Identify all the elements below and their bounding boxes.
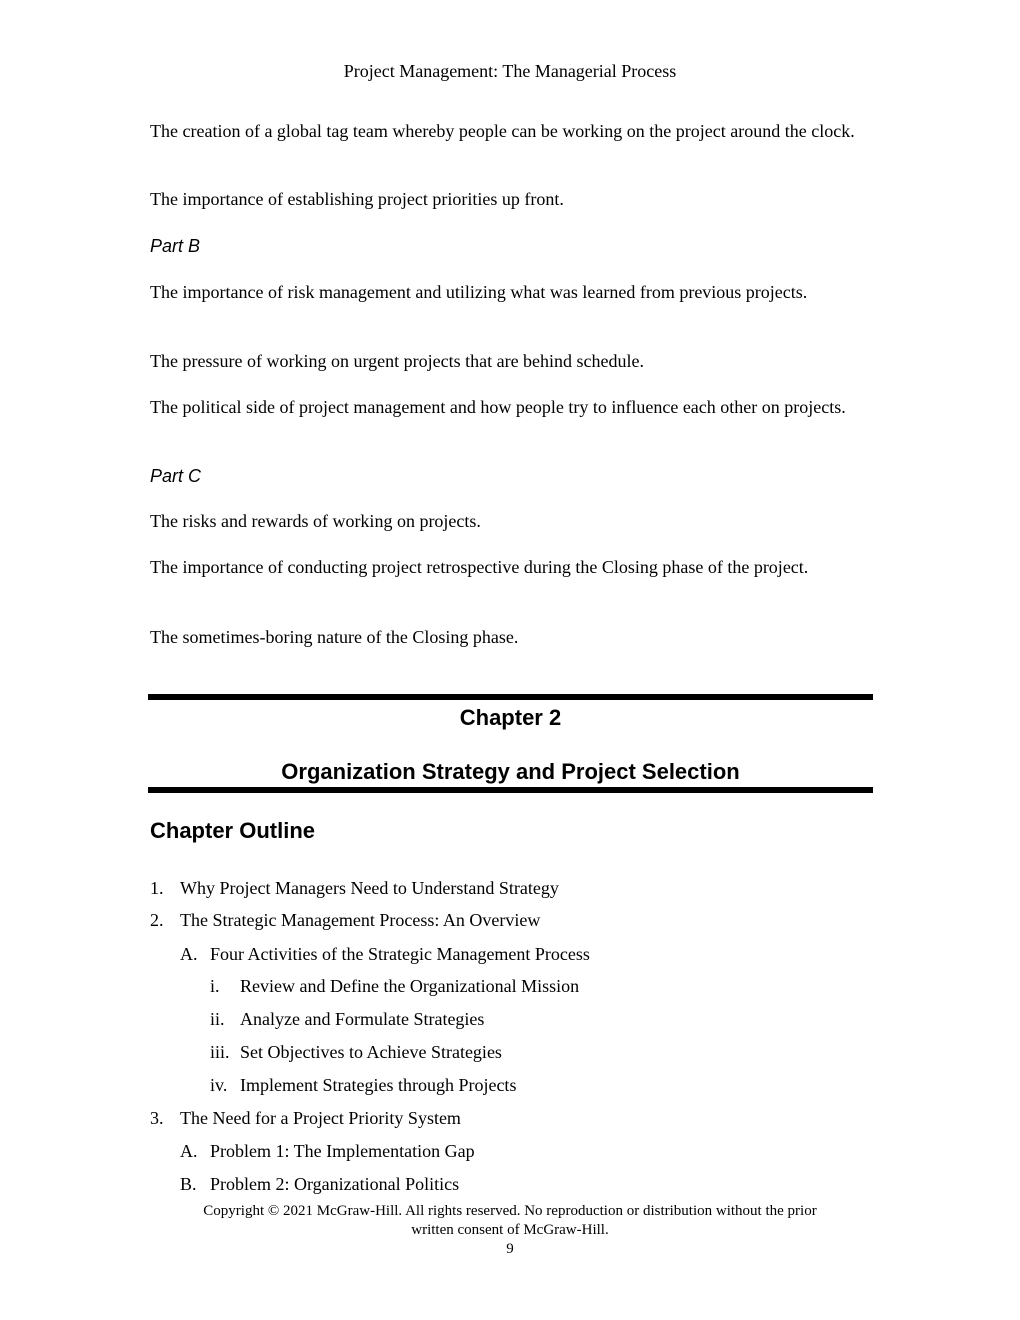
outline-item-number: 1. [150,878,164,898]
outline-item [150,1107,461,1129]
outline-item [150,909,540,931]
outline-item-number: iv. [210,1075,228,1095]
outline-item [150,877,559,899]
paragraph-closing-phase: The sometimes-boring nature of the Closing phase. [150,627,519,647]
outline-item-number: B. [180,1174,197,1194]
copyright-line-1: Copyright © 2021 McGraw-Hill. All rights reserved. No reproduction or distribution without the prior [203,1203,817,1219]
outline-item-number: i. [210,976,220,996]
chapter-number: Chapter 2 [459,705,562,730]
outline-item-number: A. [180,1141,198,1161]
outline-item [210,975,579,997]
chapter-title: Organization Strategy and Project Selection [281,759,740,784]
chapter-bottom-rule [148,787,873,793]
chapter-outline-heading: Chapter Outline [150,818,316,843]
paragraph-political-side: The political side of project management and how people try to influence each other on projects. [150,397,846,417]
outline-item-text: Why Project Managers Need to Understand Strategy [180,878,559,898]
paragraph-risk-management: The importance of risk management and utilizing what was learned from previous projects. [150,282,808,302]
outline-item [210,1074,516,1096]
paragraph-risks-rewards: The risks and rewards of working on projects. [150,511,481,531]
paragraph-project-priorities: The importance of establishing project priorities up front. [150,189,564,209]
paragraph-urgent-projects: The pressure of working on urgent projects that are behind schedule. [150,351,645,371]
outline-item-number: iii. [210,1042,230,1062]
outline-item-text: Implement Strategies through Projects [240,1075,517,1095]
outline-item-text: The Strategic Management Process: An Overview [180,910,541,930]
outline-item [180,943,590,965]
part-b-heading: Part B [150,236,201,256]
outline-item [180,1140,475,1162]
outline-item-text: Problem 1: The Implementation Gap [210,1141,475,1161]
copyright-line-2: written consent of McGraw-Hill. [411,1222,609,1238]
outline-item-text: Set Objectives to Achieve Strategies [240,1042,502,1062]
outline-item-text: The Need for a Project Priority System [180,1108,461,1128]
outline-item-number: 2. [150,910,164,930]
running-header: Project Management: The Managerial Process [343,61,677,81]
part-c-heading: Part C [150,466,202,486]
outline-item-number: 3. [150,1108,164,1128]
page-number: 9 [506,1241,514,1257]
paragraph-retrospective: The importance of conducting project retrospective during the Closing phase of the project. [150,557,809,577]
outline-item-text: Analyze and Formulate Strategies [240,1009,485,1029]
outline-item [210,1008,484,1030]
outline-item-text: Review and Define the Organizational Mission [240,976,580,996]
paragraph-global-tag-team: The creation of a global tag team whereby people can be working on the project around the clock. [150,121,855,141]
outline-item-number: A. [180,944,198,964]
chapter-top-rule [148,694,873,700]
outline-item [210,1041,502,1063]
outline-item-text: Four Activities of the Strategic Management Process [210,944,590,964]
outline-item [180,1173,459,1195]
outline-item-text: Problem 2: Organizational Politics [210,1174,460,1194]
outline-item-number: ii. [210,1009,225,1029]
